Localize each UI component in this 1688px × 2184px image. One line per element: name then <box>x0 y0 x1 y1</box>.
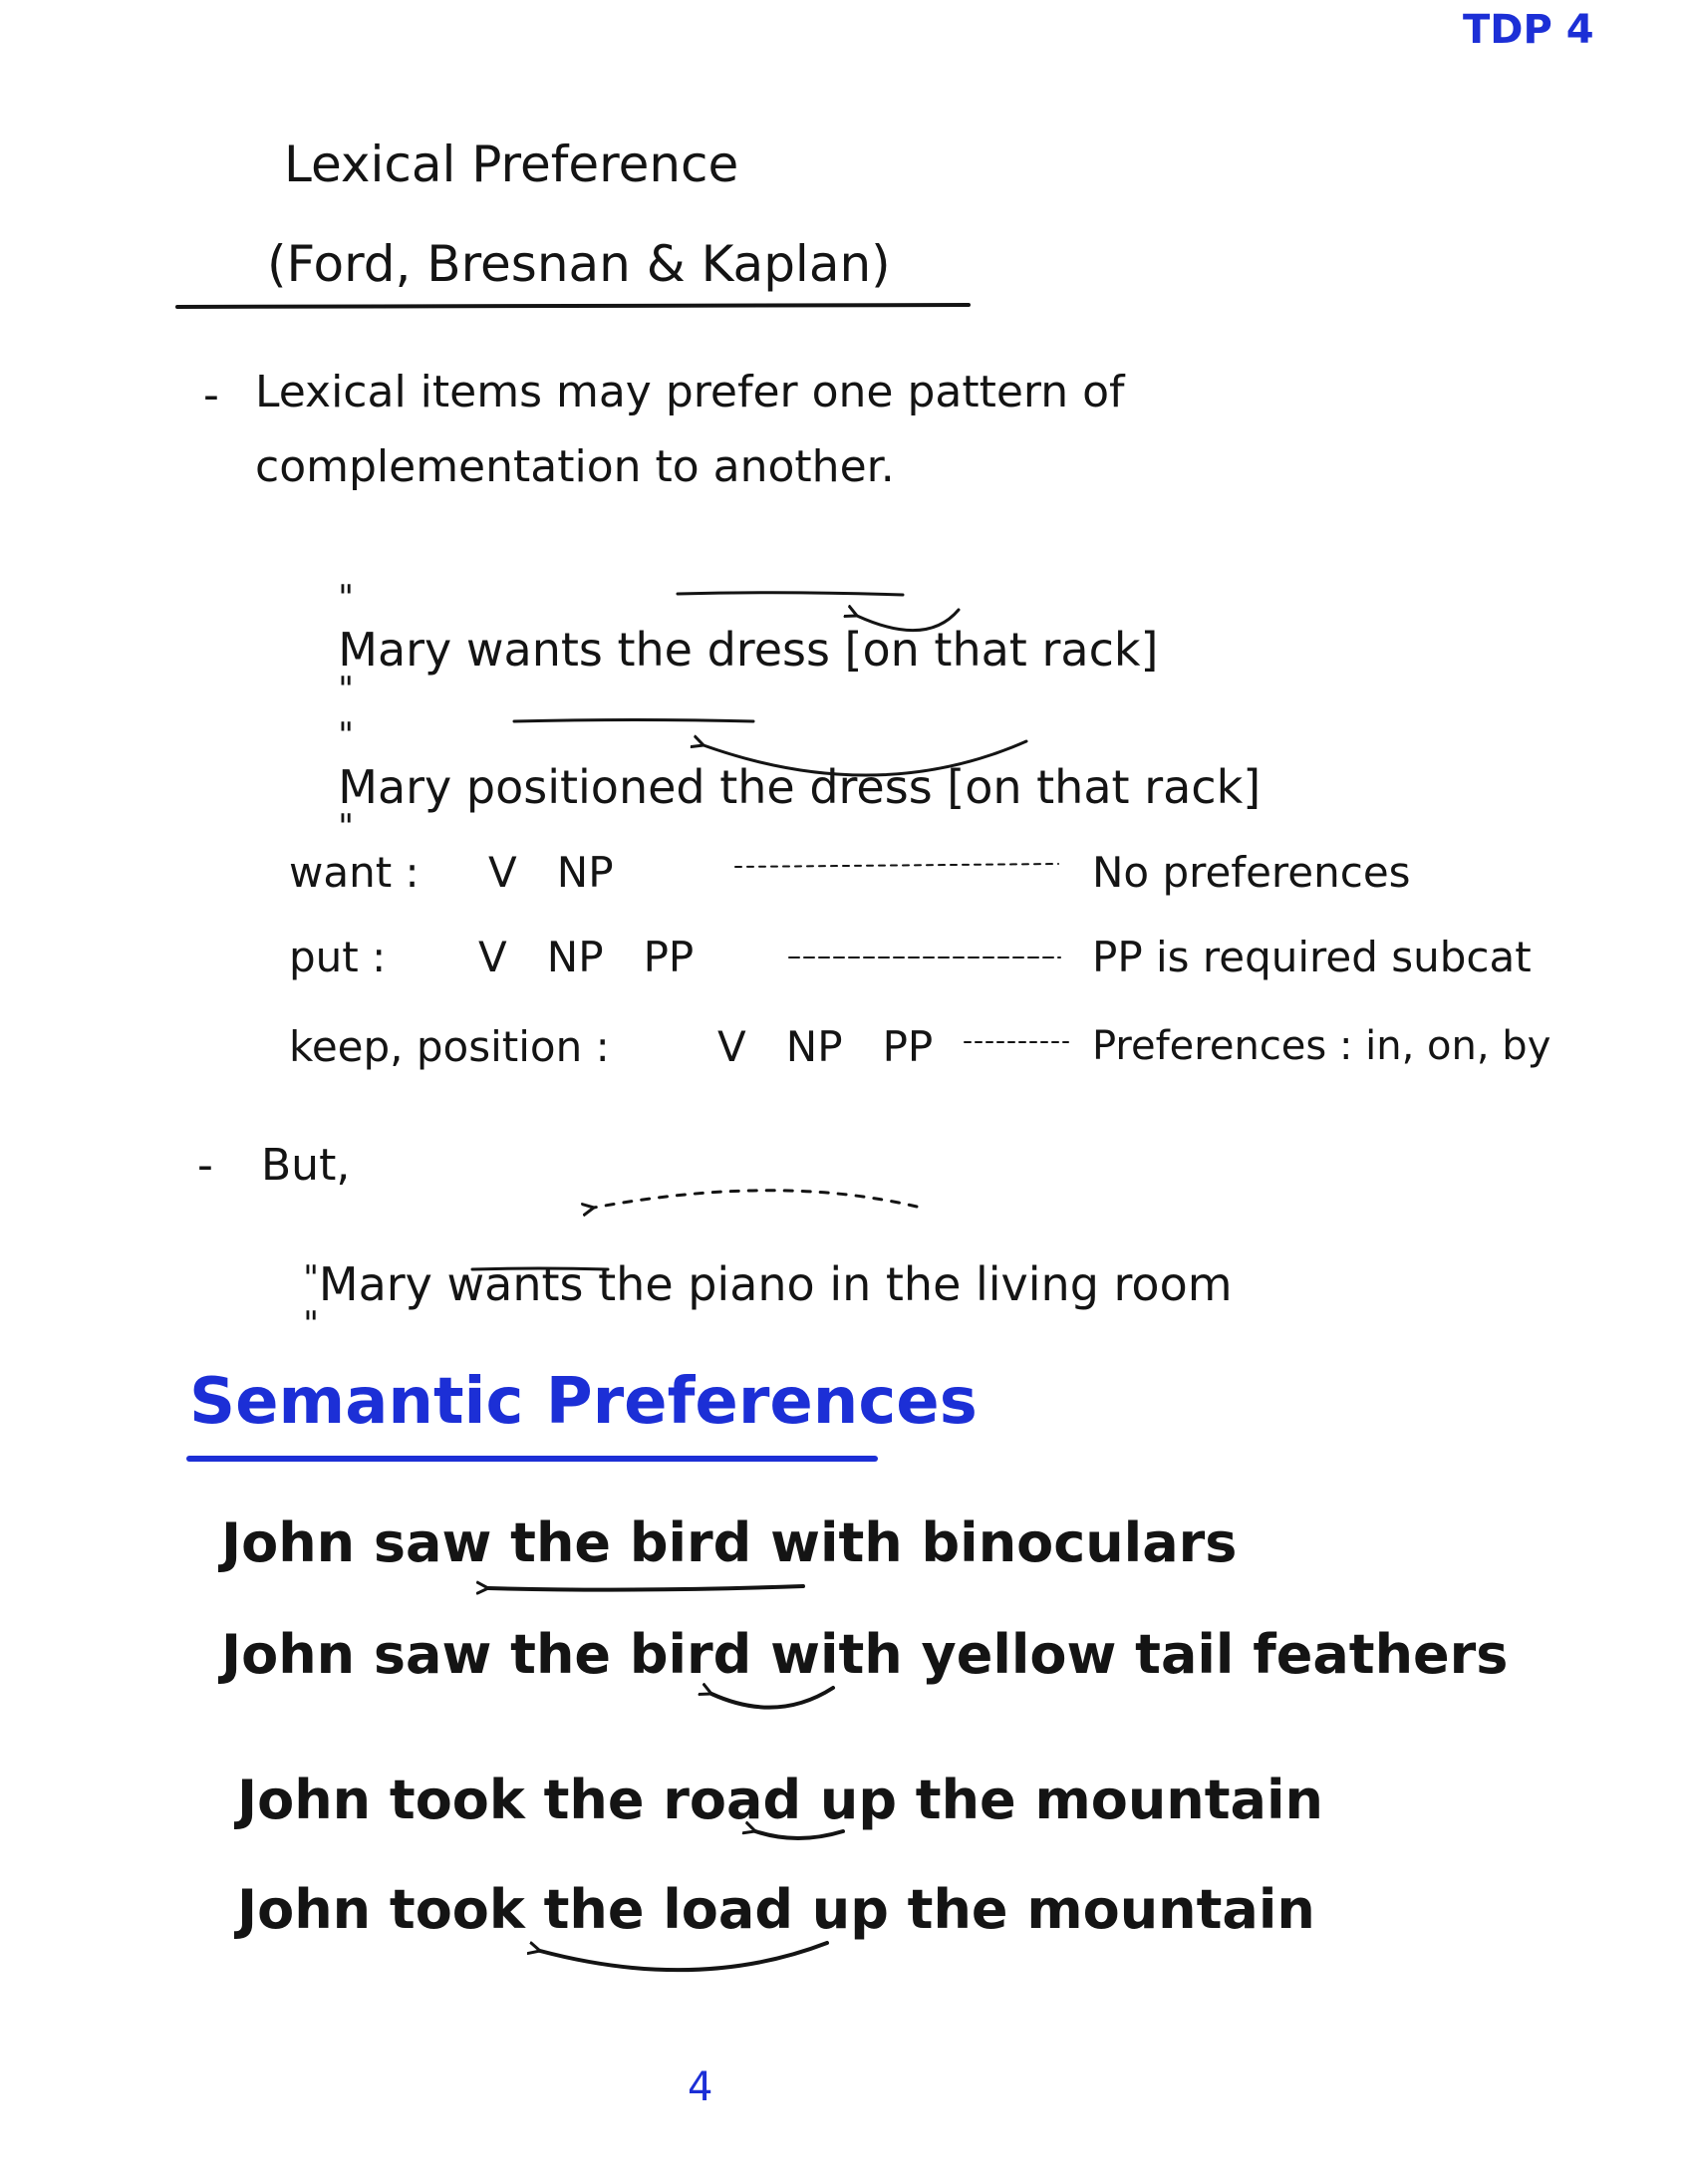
dotted-leader <box>735 864 1058 867</box>
quote-close: " <box>338 807 354 847</box>
example-text: Mary wants <box>338 623 618 677</box>
attachment-arrow <box>594 1191 917 1208</box>
table-frame-keep-position: V NP PP <box>717 1022 934 1071</box>
underline <box>678 593 903 595</box>
section-rule <box>177 305 969 307</box>
bullet-text-line1: Lexical items may prefer one pattern of <box>255 367 1125 417</box>
example-underlined-phrase: wants <box>446 1257 584 1311</box>
semantic-sentence-4: John took the load up the mountain <box>237 1878 1315 1941</box>
table-verb-want: want : <box>289 848 420 897</box>
example-text: [on that rack] <box>829 623 1159 677</box>
underline <box>472 1268 608 1269</box>
example-underlined-phrase: positioned <box>465 760 705 814</box>
bullet-text-line2: complementation to another. <box>255 441 895 492</box>
attachment-arrow <box>488 1586 803 1590</box>
table-verb-put: put : <box>289 933 387 981</box>
section-title-semantic: Semantic Preferences <box>189 1365 978 1439</box>
quote-close: " <box>338 670 354 709</box>
example-text: the piano in the living room <box>583 1257 1233 1311</box>
table-frame-want: V NP <box>488 848 614 897</box>
example-text: Mary <box>318 1257 447 1311</box>
section-title-lexical: Lexical Preference <box>284 136 739 193</box>
table-note-put: PP is required subcat <box>1092 933 1532 981</box>
semantic-sentence-1: John saw the bird with binoculars <box>221 1511 1238 1574</box>
semantic-sentence-3: John took the road up the mountain <box>237 1769 1323 1831</box>
bullet-dash: - <box>197 1140 213 1191</box>
table-frame-put: V NP PP <box>478 933 695 981</box>
attachment-arrow <box>857 610 959 631</box>
page-header-tag: TDP 4 <box>1463 7 1594 53</box>
quote-close: " <box>303 1304 319 1344</box>
but-text: But, <box>261 1140 351 1191</box>
quote-open: " <box>338 715 354 755</box>
table-verb-keep-position: keep, position : <box>289 1022 610 1071</box>
semantic-sentence-2: John saw the bird with yellow tail feathers <box>221 1623 1509 1686</box>
quote-open: " <box>303 1258 319 1298</box>
attachment-arrow <box>540 1943 827 1970</box>
table-note-want: No preferences <box>1092 848 1411 897</box>
section-authors: (Ford, Bresnan & Kaplan) <box>267 235 891 293</box>
attachment-arrow <box>755 1831 843 1838</box>
table-note-keep-position: Preferences : in, on, by <box>1092 1023 1551 1069</box>
example-text: the dress [on that rack] <box>704 760 1262 814</box>
attachment-arrow <box>711 1688 833 1708</box>
example-text: Mary <box>338 760 466 814</box>
quote-open: " <box>338 578 354 618</box>
example-underlined-phrase: the dress <box>617 623 830 677</box>
attachment-arrow <box>703 741 1026 775</box>
page-number: 4 <box>688 2064 713 2110</box>
underline <box>514 720 753 722</box>
bullet-dash: - <box>203 370 219 420</box>
